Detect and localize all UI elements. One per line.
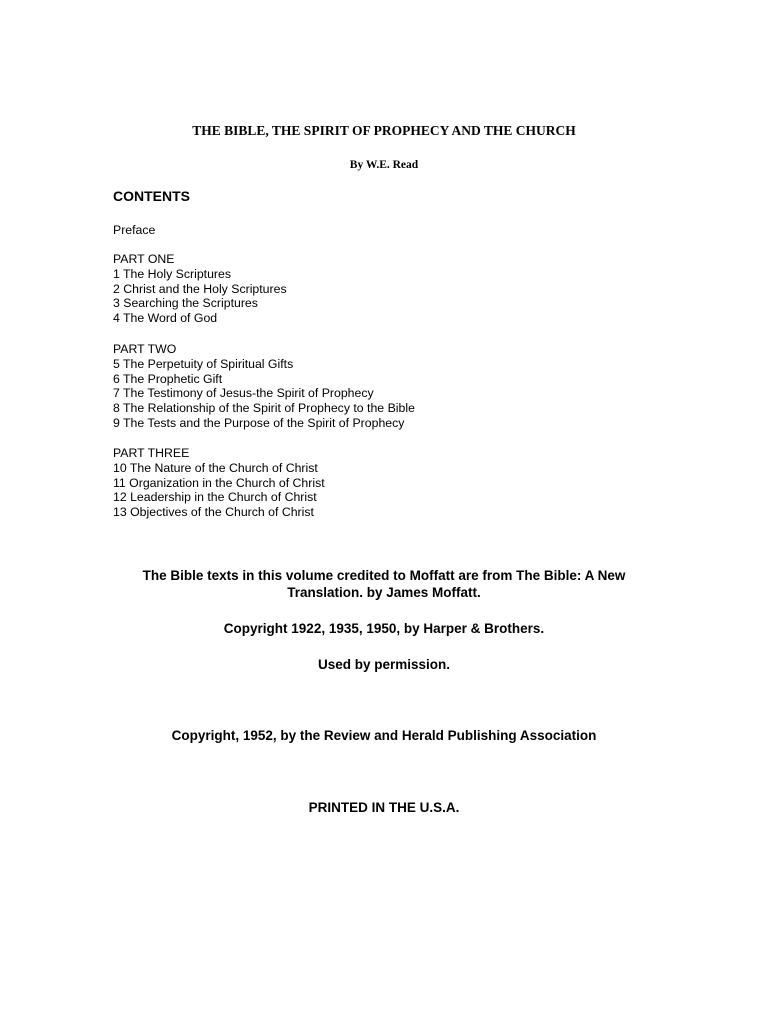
harper-copyright: Copyright 1922, 1935, 1950, by Harper & Brothers. [223,621,545,636]
toc-preface-section [113,223,155,238]
toc-chapter: 5 The Perpetuity of Spiritual Gifts [113,356,294,371]
moffatt-credit [0,567,768,601]
moffatt-credit-line1: The Bible texts in this volume credited to Moffatt are from The Bible: A New [142,568,626,583]
toc-chapter: 6 The Prophetic Gift [113,371,223,386]
part-heading: PART TWO [113,342,177,356]
toc-chapter: 3 Searching the Scriptures [113,296,258,311]
toc-chapter: 10 The Nature of the Church of Christ [113,460,318,475]
toc-preface: Preface [113,223,156,237]
toc-chapter: 8 The Relationship of the Spirit of Prophecy to the Bible [113,401,415,416]
printed-in-usa: PRINTED IN THE U.S.A. [308,800,460,815]
review-herald-copyright: Copyright, 1952, by the Review and Herald Publishing Association [171,728,597,743]
contents-heading: CONTENTS [113,188,190,204]
part-heading: PART THREE [113,446,190,460]
toc-chapter: 12 Leadership in the Church of Christ [113,490,317,505]
toc-part-two [113,342,415,431]
permission-notice: Used by permission. [317,657,451,672]
toc-chapter: 13 Objectives of the Church of Christ [113,505,314,520]
toc-chapter: 9 The Tests and the Purpose of the Spirit of Prophecy [113,415,405,430]
document-title: THE BIBLE, THE SPIRIT OF PROPHECY AND THE CHURCH [192,123,576,138]
toc-chapter: 2 Christ and the Holy Scriptures [113,281,287,296]
toc-chapter: 7 The Testimony of Jesus-the Spirit of Prophecy [113,386,374,401]
toc-part-three [113,446,325,520]
moffatt-credit-line2: Translation. by James Moffatt. [287,585,481,600]
part-heading: PART ONE [113,252,175,266]
author-byline: By W.E. Read [349,159,419,171]
toc-chapter: 4 The Word of God [113,311,218,326]
toc-chapter: 11 Organization in the Church of Christ [113,475,325,490]
toc-chapter: 1 The Holy Scriptures [113,266,232,281]
toc-part-one [113,252,287,326]
